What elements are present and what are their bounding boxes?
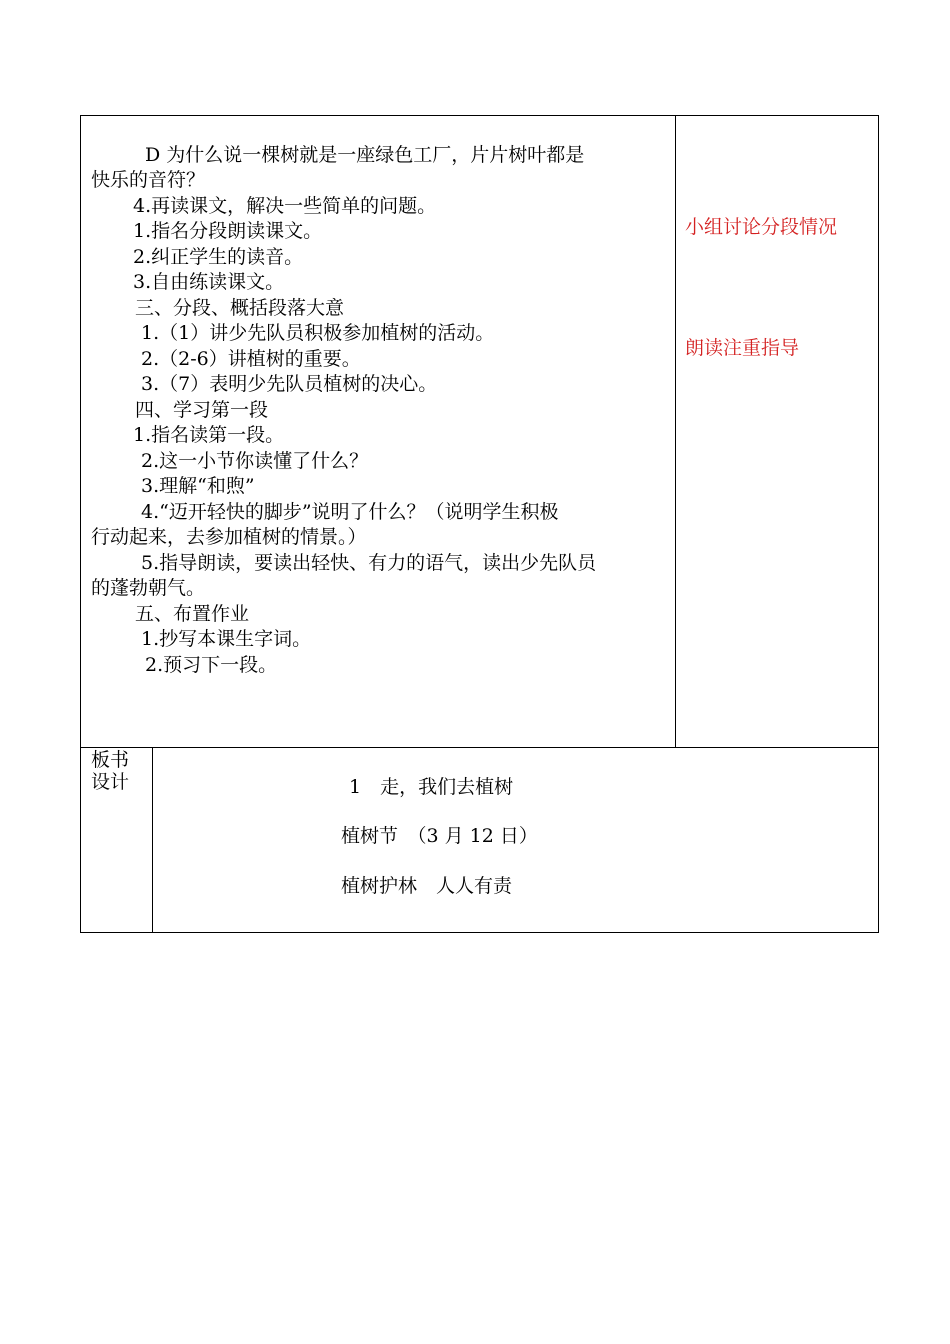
board-label-divider [152, 747, 153, 933]
content-line: 3.理解“和煦” [141, 475, 255, 497]
lesson-table [80, 115, 879, 933]
content-line: 3.自由练读课文。 [133, 271, 285, 293]
content-line: 行动起来，去参加植树的情景。） [91, 526, 367, 548]
board-title: 1 走，我们去植树 [349, 776, 514, 798]
content-line: 2.这一小节你读懂了什么？ [141, 450, 369, 472]
board-line: 植树节 （3 月 12 日） [341, 825, 538, 847]
content-line: 5.指导朗读，要读出轻快、有力的语气，读出少先队员 [141, 552, 597, 574]
side-note: 朗读注重指导 [685, 337, 800, 359]
content-line: 4.再读课文，解决一些简单的问题。 [133, 195, 437, 217]
content-line: D 为什么说一棵树就是一座绿色工厂，片片树叶都是 [145, 144, 585, 166]
board-design-label: 板书 设计 [91, 749, 130, 793]
content-line: 1.指名读第一段。 [133, 424, 285, 446]
row-divider [81, 747, 878, 748]
content-line: 1.指名分段朗读课文。 [133, 220, 323, 242]
content-line: 2.（2-6）讲植树的重要。 [141, 348, 361, 370]
content-line: 3.（7）表明少先队员植树的决心。 [141, 373, 438, 395]
board-line: 植树护林 人人有责 [341, 875, 513, 897]
content-line: 的蓬勃朝气。 [91, 577, 206, 599]
section-heading: 四、学习第一段 [135, 399, 269, 421]
section-heading: 五、布置作业 [135, 603, 250, 625]
section-heading: 三、分段、概括段落大意 [135, 297, 345, 319]
content-line: 快乐的音符？ [91, 169, 206, 191]
content-line: 1.抄写本课生字词。 [141, 628, 312, 650]
content-line: 2.预习下一段。 [145, 654, 278, 676]
content-line: 1.（1）讲少先队员积极参加植树的活动。 [141, 322, 495, 344]
content-line: 2.纠正学生的读音。 [133, 246, 304, 268]
content-line: 4.“迈开轻快的脚步”说明了什么？（说明学生积极 [141, 501, 559, 523]
column-divider [675, 116, 676, 748]
side-note: 小组讨论分段情况 [685, 216, 838, 238]
